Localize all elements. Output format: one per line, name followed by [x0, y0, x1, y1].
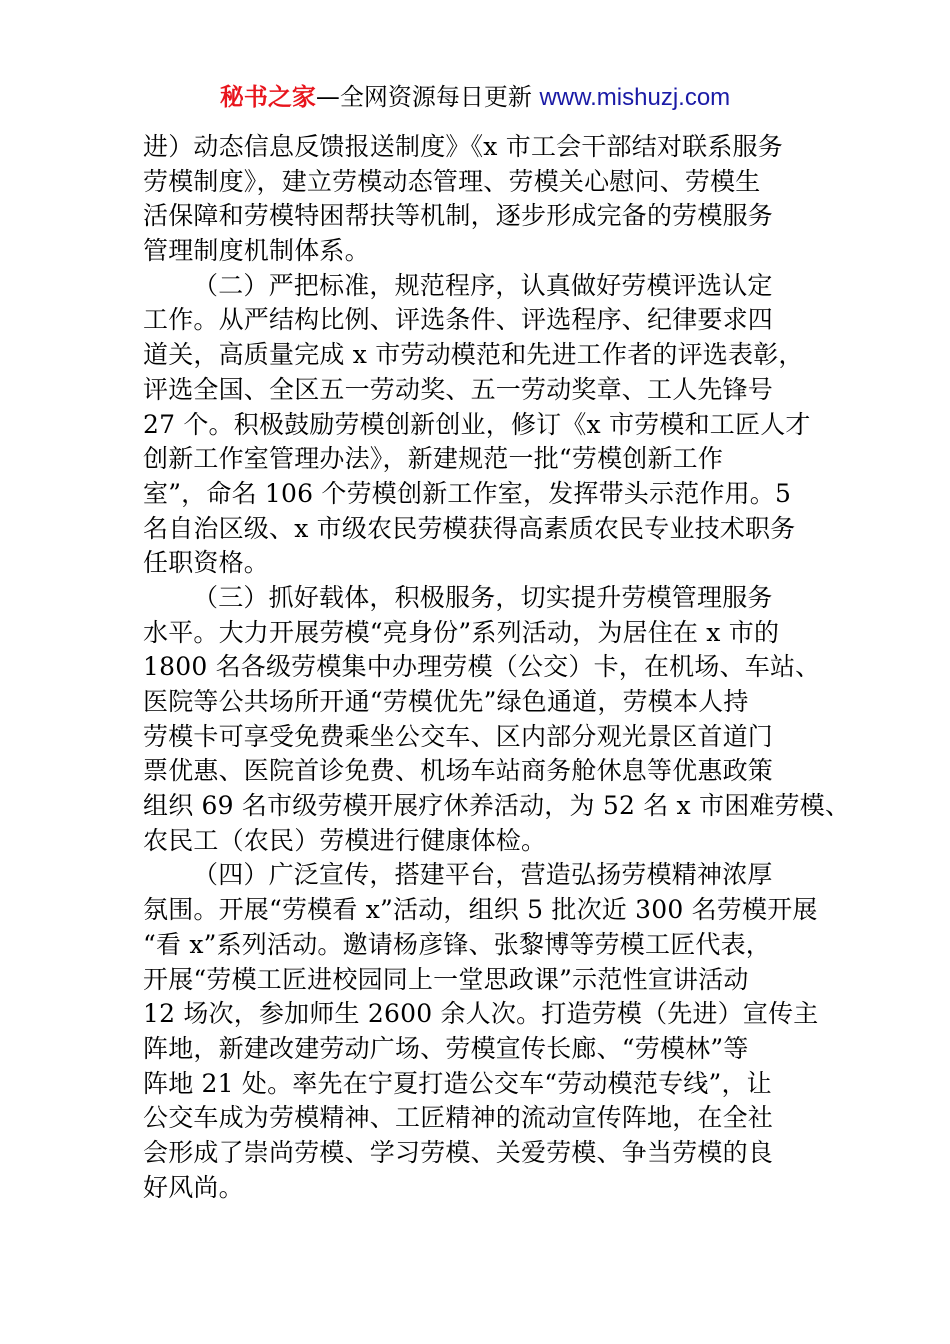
text-line: 公交车成为劳模精神、工匠精神的流动宣传阵地，在全社: [143, 1103, 774, 1133]
text-line: （四）广泛宣传，搭建平台，营造弘扬劳模精神浓厚: [193, 860, 773, 890]
text-line: 开展“劳模工匠进校园同上一堂思政课”示范性宣讲活动: [143, 964, 749, 994]
text-line: 劳模卡可享受免费乘坐公交车、区内部分观光景区首道门: [143, 721, 774, 751]
text-line: 12 场次，参加师生 2600 余人次。打造劳模（先进）宣传主: [143, 999, 819, 1029]
text-line: 水平。大力开展劳模“亮身份”系列活动，为居住在 x 市的: [143, 617, 780, 647]
text-line: 评选全国、全区五一劳动奖、五一劳动奖章、工人先锋号: [143, 374, 774, 404]
text-line: 农民工（农民）劳模进行健康体检。: [143, 825, 547, 855]
text-line: 名自治区级、x 市级农民劳模获得高素质农民专业技术职务: [143, 513, 796, 543]
text-line: 27 个。积极鼓励劳模创新创业，修订《x 市劳模和工匠人才: [143, 409, 811, 439]
text-line: 活保障和劳模特困帮扶等机制，逐步形成完备的劳模服务: [143, 201, 774, 231]
text-line: 工作。从严结构比例、评选条件、评选程序、纪律要求四: [143, 305, 774, 335]
text-line: 好风尚。: [143, 1172, 244, 1202]
paragraph: [143, 858, 819, 1205]
text-line: 票优惠、医院首诊免费、机场车站商务舱休息等优惠政策: [143, 756, 774, 786]
text-line: 阵地 21 处。率先在宁夏打造公交车“劳动模范专线”，让: [143, 1068, 772, 1098]
site-header: [0, 80, 950, 115]
text-line: 组织 69 名市级劳模开展疗休养活动，为 52 名 x 市困难劳模、: [143, 791, 851, 821]
text-line: 创新工作室管理办法》，新建规范一批“劳模创新工作: [143, 444, 724, 474]
document-body: [143, 130, 851, 1205]
text-line: 1800 名各级劳模集中办理劳模（公交）卡，在机场、车站、: [143, 652, 821, 682]
text-line: 医院等公共场所开通“劳模优先”绿色通道，劳模本人持: [143, 687, 749, 716]
text-line: 任职资格。: [143, 548, 270, 578]
paragraph: [143, 581, 851, 859]
text-line: 会形成了崇尚劳模、学习劳模、关爱劳模、争当劳模的良: [143, 1137, 774, 1167]
text-line: “看 x”系列活动。邀请杨彦锋、张黎博等劳模工匠代表，: [143, 929, 772, 959]
site-url-link[interactable]: www.mishuzj.com: [539, 84, 731, 111]
text-line: （三）抓好载体，积极服务，切实提升劳模管理服务: [193, 582, 773, 612]
text-line: 室”，命名 106 个劳模创新工作室，发挥带头示范作用。5: [143, 478, 792, 508]
text-line: 阵地，新建改建劳动广场、劳模宣传长廊、“劳模林”等: [143, 1033, 749, 1063]
text-line: 氛围。开展“劳模看 x”活动，组织 5 批次近 300 名劳模开展: [143, 895, 818, 925]
paragraph: [143, 269, 811, 581]
paragraph: [143, 130, 811, 269]
text-line: 管理制度机制体系。: [143, 236, 370, 266]
text-line: 劳模制度》，建立劳模动态管理、劳模关心慰问、劳模生: [143, 166, 761, 196]
site-tagline: —全网资源每日更新: [315, 83, 540, 111]
text-line: 进）动态信息反馈报送制度》《x 市工会干部结对联系服务: [143, 132, 783, 161]
text-line: （二）严把标准，规范程序，认真做好劳模评选认定: [193, 270, 773, 300]
site-brand: 秘书之家: [219, 83, 316, 111]
text-line: 道关，高质量完成 x 市劳动模范和先进工作者的评选表彰，: [143, 340, 804, 370]
